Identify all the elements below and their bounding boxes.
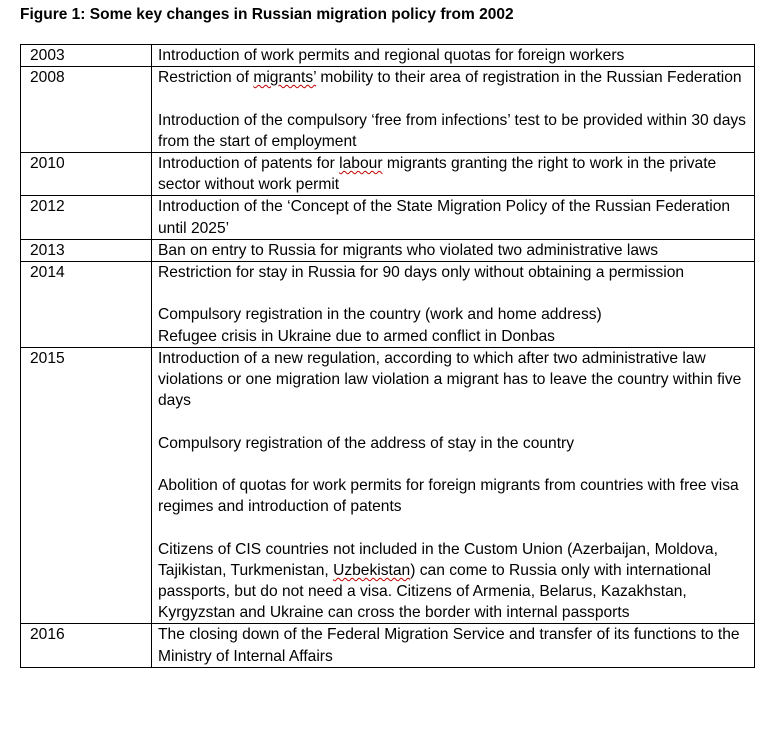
- description-cell: [152, 239, 755, 261]
- year-cell: 2010: [21, 153, 152, 196]
- description-cell: [152, 67, 755, 153]
- policy-paragraph: Introduction of work permits and regional quotas for foreign workers: [158, 47, 625, 64]
- description-cell: [152, 196, 755, 239]
- description-cell: [152, 347, 755, 624]
- description-cell: [152, 624, 755, 667]
- policy-changes-table: [20, 44, 755, 668]
- description-cell: [152, 262, 755, 348]
- policy-paragraph: Introduction of the ‘Concept of the State Migration Policy of the Russian Federation until 2025’: [158, 198, 731, 237]
- table-row: [21, 45, 755, 67]
- policy-paragraph: Refugee crisis in Ukraine due to armed conflict in Donbas: [158, 327, 555, 345]
- spellcheck-flagged-word: migrants’: [253, 69, 317, 87]
- year-cell: 2003: [21, 45, 152, 67]
- year-cell: 2016: [21, 624, 152, 667]
- year-cell: 2015: [21, 347, 152, 624]
- policy-paragraph: Introduction of patents for labour migrants granting the right to work in the private sector without work permit: [158, 155, 717, 194]
- year-cell: 2008: [21, 67, 152, 153]
- policy-paragraph: The closing down of the Federal Migration Service and transfer of its functions to the Ministry of Internal Affairs: [158, 626, 740, 665]
- spellcheck-flagged-word: labour: [339, 155, 383, 172]
- policy-paragraph: Introduction of a new regulation, according to which after two administrative law violations or one migration law violation a migrant has to leave the country within five days: [158, 349, 742, 410]
- table-row: [21, 624, 755, 667]
- year-cell: 2012: [21, 196, 152, 239]
- table-row: [21, 239, 755, 261]
- table-row: [21, 153, 755, 196]
- policy-paragraph: Restriction of migrants’ mobility to their area of registration in the Russian Federation: [158, 69, 742, 87]
- table-row: [21, 67, 755, 153]
- year-cell: 2014: [21, 262, 152, 348]
- policy-paragraph: Abolition of quotas for work permits for foreign migrants from countries with free visa regimes and introduction of patents: [158, 477, 739, 516]
- policy-paragraph: Ban on entry to Russia for migrants who violated two administrative laws: [158, 241, 659, 259]
- policy-paragraph: Citizens of CIS countries not included in the Custom Union (Azerbaijan, Moldova, Tajikistan, Turkmenistan, Uzbekistan) can come to Russia only with international passports, but do not need a visa. Citizens of Armenia, Belarus, Kazakhstan, Kyrgyzstan and Ukraine can cross the border with internal passports: [158, 540, 718, 622]
- policy-paragraph: Compulsory registration in the country (work and home address): [158, 306, 602, 324]
- table-row: [21, 347, 755, 624]
- description-cell: [152, 153, 755, 196]
- spellcheck-flagged-word: Uzbekistan: [333, 561, 411, 579]
- figure-title: Figure 1: Some key changes in Russian migration policy from 2002: [20, 6, 514, 23]
- policy-paragraph: Introduction of the compulsory ‘free from infections’ test to be provided within 30 days from the start of employment: [158, 111, 746, 150]
- policy-paragraph: Compulsory registration of the address of stay in the country: [158, 434, 575, 452]
- table-row: [21, 262, 755, 348]
- year-cell: 2013: [21, 239, 152, 261]
- table-row: [21, 196, 755, 239]
- policy-paragraph: Restriction for stay in Russia for 90 days only without obtaining a permission: [158, 264, 685, 282]
- description-cell: [152, 45, 755, 67]
